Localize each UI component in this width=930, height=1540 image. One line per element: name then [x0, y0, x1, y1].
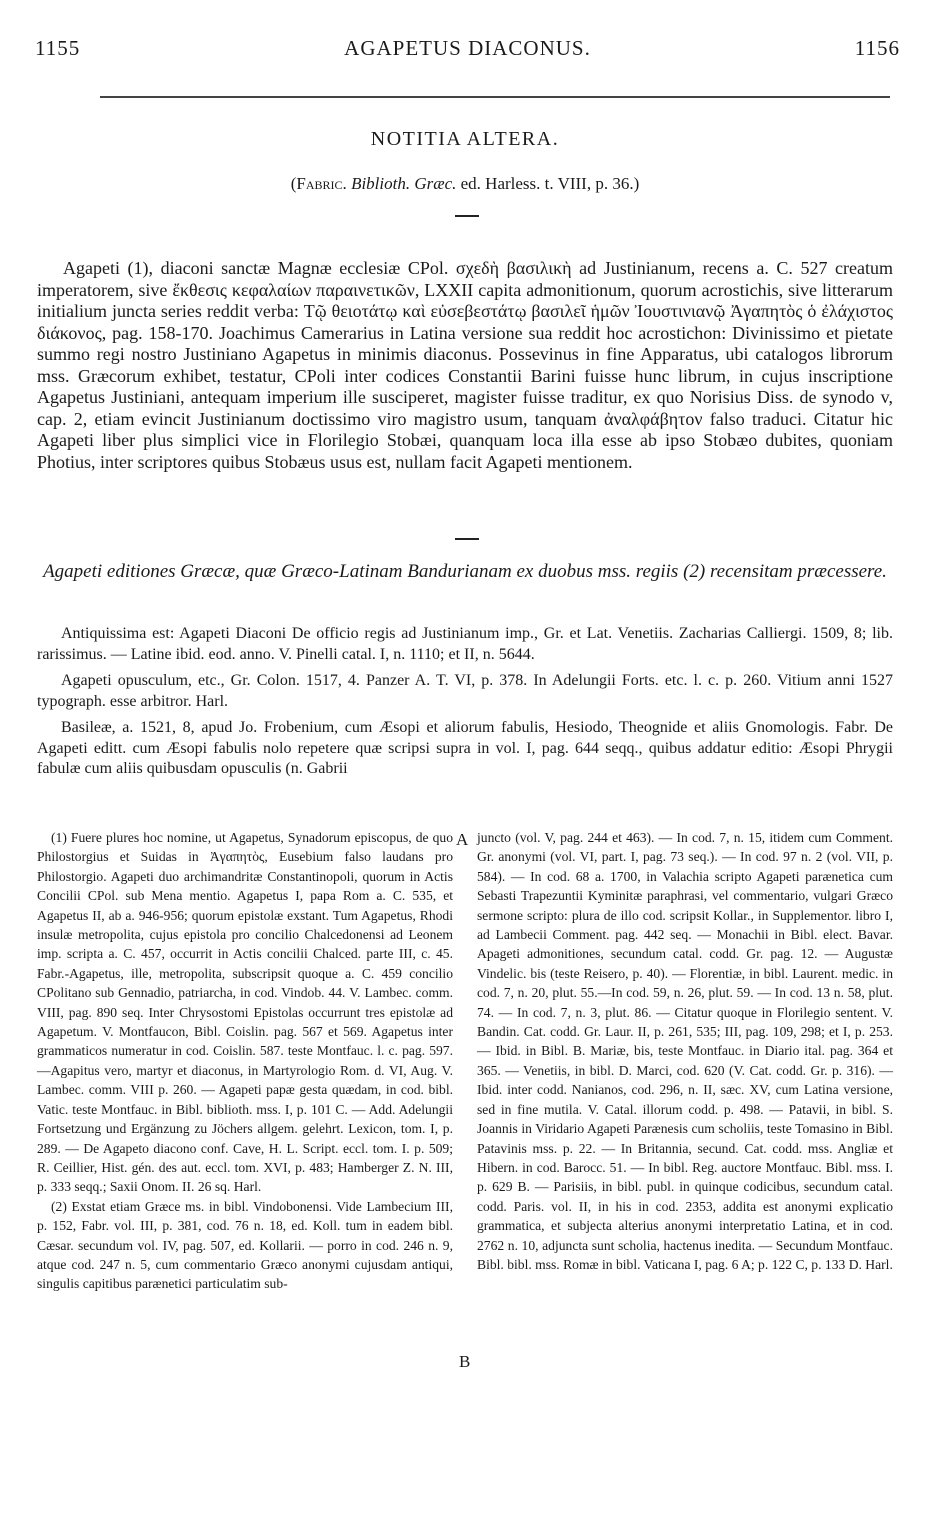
page-number-left: 1155 [35, 36, 81, 60]
intro-text: Agapeti (1), diaconi sanctæ Magnæ ecclesiæ CPol. σχεδὴ βασιλικὴ ad Justinianum, recens a. C. 527 creatum imperatorem, sive ἔκθεσις κεφαλαίων παραινετικῶν, LXXII capita admonitionum, quorum acrostichis, sive litterarum initialium juncta series reddit verba: Τῷ θειοτάτῳ καὶ εὐσεβεστάτῳ βασιλεῖ ἡμῶν Ἰουστινιανῷ Ἀγαπητὸς ὁ ἐλάχιστος διάκονος, pag. 158-170. Joachimus Camerarius in Latina versione sua reddit hoc acrostichon: Divinissimo et pietate summo regi nostro Justiniano Agapetus in minimis diaconus. Possevinus in fine Apparatus, ubi catalogos librorum mss. Græcorum exhibet, testatur, CPoli inter codices Constantii Barini fuisse hunc librum, in cujus inscriptione Agapetus Justiniani, antequam imperium ille susciperet, magister fuisse traditur, ex quo Norisius Diss. de synodo v, cap. 2, etiam evincit Justinianum doctissimo viro magistro usum, tanquam ἀναλφάβητον falso traduci. Citatur hic Agapeti liber plus simplici vice in Florilegio Stobæi, quanquam loca illa esse ab ipso Stobæo dubites, quoniam Photius, inter scriptores quibus Stobæus usus est, nullam facit Agapeti mentionem. [37, 258, 893, 472]
edition-entry-2: Agapeti opusculum, etc., Gr. Colon. 1517, 4. Panzer A. T. VI, p. 378. In Adelungii Forts. etc. l. c. p. 260. Vitium anni 1527 typograph. esse arbitror. Harl. [37, 672, 893, 710]
edition-entry-3: Basileæ, a. 1521, 8, apud Jo. Frobenium, cum Æsopi et aliorum fabulis, Hesiodo, Theognide et aliis Gnomologis. Fabr. De Agapeti editt. cum Æsopi fabulis nolo repetere quæ scripsi supra in vol. I, pag. 644 seqq., quibus addatur editio: Æsopi Phrygii fabulæ cum aliis quibusdam opusculis (n. Gabrii [37, 719, 893, 777]
footnote-1: (1) Fuere plures hoc nomine, ut Agapetus, Synadorum episcopus, de quo Philostorgius et Suidas in Ἀγαπητὸς, Eusebium falso laudans pro Philostorgio. Agapeti duo archimandritæ Constantinopoli, quorum in Actis Concilii CPol. sub Mena mentio. Agapetus I, papa Rom a. C. 535, et Agapetus II, ab a. 946-956; quorum epistolæ exstant. Tum Agapetus, Rhodi insulæ metropolita, cujus epistola pro concilio Chalcedonensi ad Leonem imp. scripta a. C. 457, occurrit in Actis concilii Chalced. parte III, c. 45. Fabr.-Agapetus, ille, metropolita, subscripsit quoque a. C. 459 concilio CPolitano sub Gennadio, patriarcha, in cod. Vindob. 44. V. Lambec. comm. VIII, pag. 890 seq. Inter Chrysostomi Epistolas occurrunt tres epistolæ ad Agapetum. V. Montfaucon, Bibl. Coislin. pag. 567 et 569. Agapetus inter grammaticos numeratur in cod. Coislin. 587. teste Montfauc. l. c. pag. 597.—Agapitus vero, martyr et diaconus, in Martyrologio Rom. d. VI, Aug. V. Lambec. comm. VIII p. 260. — Agapeti papæ gesta quædam, in cod. bibl. Vatic. teste Montfauc. in Bibl. biblioth. mss. I, p. 101 C. — Add. Adelungii Fortsetzung und Ergänzung zu Jöchers allgem. gelehrt. Lexicon, tom. I, p. 289. — De Agapeto diacono conf. Cave, H. L. Script. eccl. tom. I. p. 509; R. Ceillier, Hist. gén. des aut. eccl. tom. XVI, p. 483; Hamberger Z. N. III, p. 333 seqq.; Saxii Onom. II. 26 sq. Harl. [37, 830, 453, 1195]
header-rule [100, 96, 890, 98]
separator-dash-2 [455, 538, 479, 540]
section-title: NOTITIA ALTERA. [370, 128, 560, 150]
footnote-2: (2) Exstat etiam Græce ms. in bibl. Vindobonensi. Vide Lambecium III, p. 152, Fabr. vol. III, p. 381, cod. 76 n. 18, ed. Koll. tum in eadem bibl. Cæsar. secundum vol. IV, pag. 507, ed. Kollarii. — porro in cod. 246 n. 9, atque cod. 247 n. 5, cum commentario Græco anonymi cujusdam antiqui, singulis capitibus parænetici particulatim sub- [37, 1198, 453, 1292]
editions-heading: Agapeti editiones Græcæ, quæ Græco-Latinam Bandurianam ex duobus mss. regiis (2) recensitam præcessere. [43, 561, 887, 582]
footnote-2-continued: juncto (vol. V, pag. 244 et 463). — In cod. 7, n. 15, itidem cum Comment. Gr. anonymi (vol. VI, part. I, pag. 73 seq.). — In cod. 97 n. 2 (vol. VII, p. 584). — In cod. 68 a. 1700, in Valachia scripto Agapeti parænetica cum Sebasti Trapezuntii Kyminitæ paraphrasi, vel commentario, vulgari Græco sermone scripto: plura de illo cod. scripsit Kollar., in Supplementor. libro I, ad Lambecii Comment. pag. 442 seq. — Monachii in Bibl. elect. Bavar. Apageti admonitiones, secundum catal. codd. Gr. pag. 12. — Augustæ Vindelic. bis (teste Reisero, p. 40). — Florentiæ, in bibl. Laurent. medic. in cod. 7, n. 20, plut. 55.—In cod. 59, n. 26, plut. 59. — In cod. 13 n. 58, plut. 74. — In cod. 7, n. 3, plut. 86. — Citatur quoque in Florilegio sentent. V. Bandin. Cat. codd. Gr. Laur. II, p. 261, 535; III, pag. 109, 298; et I, p. 253. — Ibid. in Bibl. B. Mariæ, bis, teste Montfauc. in Diario ital. pag. 364 et 365. — Venetiis, in bibl. D. Marci, cod. 620 (V. Cat. codd. Gr. p. 316). — Ibid. inter codd. Nanianos, cod. 296, n. II, sæc. XV, cum Latina versione, sed in fine mutila. V. Catal. illorum codd. p. 498. — Patavii, in bibl. S. Joannis in Viridario Agapeti Parænesis cum scholiis, teste Tomasino in Bibl. Patavinis mss. p. 22. — In Britannia, secund. Cat. codd. mss. Angliæ et Hibern. in cod. Barocc. 51. — In bibl. Reg. auctore Montfauc. Bibl. mss. I. p. 629 B. — Parisiis, in bibl. publ. in quinque codicibus, secundum catal. codd. Paris. vol. II, in his in cod. 2353, addita est anonymi explicatio grammatica, et subjecta alterius anonymi interpretatio Latina, et in cod. 2762 n. 10, adjuncta sunt scholia, hactenus inedita. — Secundum Montfauc. Bibl. bibl. mss. Romæ in bibl. Vaticana I, pag. 6 A; p. 122 C, p. 133 D. Harl. [477, 830, 893, 1272]
intro-paragraph [37, 258, 893, 473]
page-number-right: 1156 [854, 36, 900, 60]
separator-dash [455, 215, 479, 217]
margin-marker-a: A [456, 830, 469, 849]
source-rest: ed. Harless. t. VIII, p. 36.) [460, 174, 640, 193]
running-header [35, 36, 900, 66]
running-title: AGAPETUS DIACONUS. [344, 36, 591, 60]
editions-list [37, 624, 893, 786]
margin-marker-b: B [459, 1352, 471, 1371]
source-work: Biblioth. Græc. [351, 174, 457, 193]
source-open: ( [290, 174, 297, 193]
source-author: Fabric. [296, 174, 347, 193]
edition-entry-1: Antiquissima est: Agapeti Diaconi De officio regis ad Justinianum imp., Gr. et Lat. Venetiis. Zacharias Calliergi. 1509, 8; lib. rarissimus. — Latine ibid. eod. anno. V. Pinelli catal. I, n. 1110; et II, n. 5644. [37, 625, 893, 663]
source-citation [0, 174, 930, 194]
footnotes-left-column [37, 828, 453, 1294]
footnotes-right-column [477, 828, 893, 1274]
